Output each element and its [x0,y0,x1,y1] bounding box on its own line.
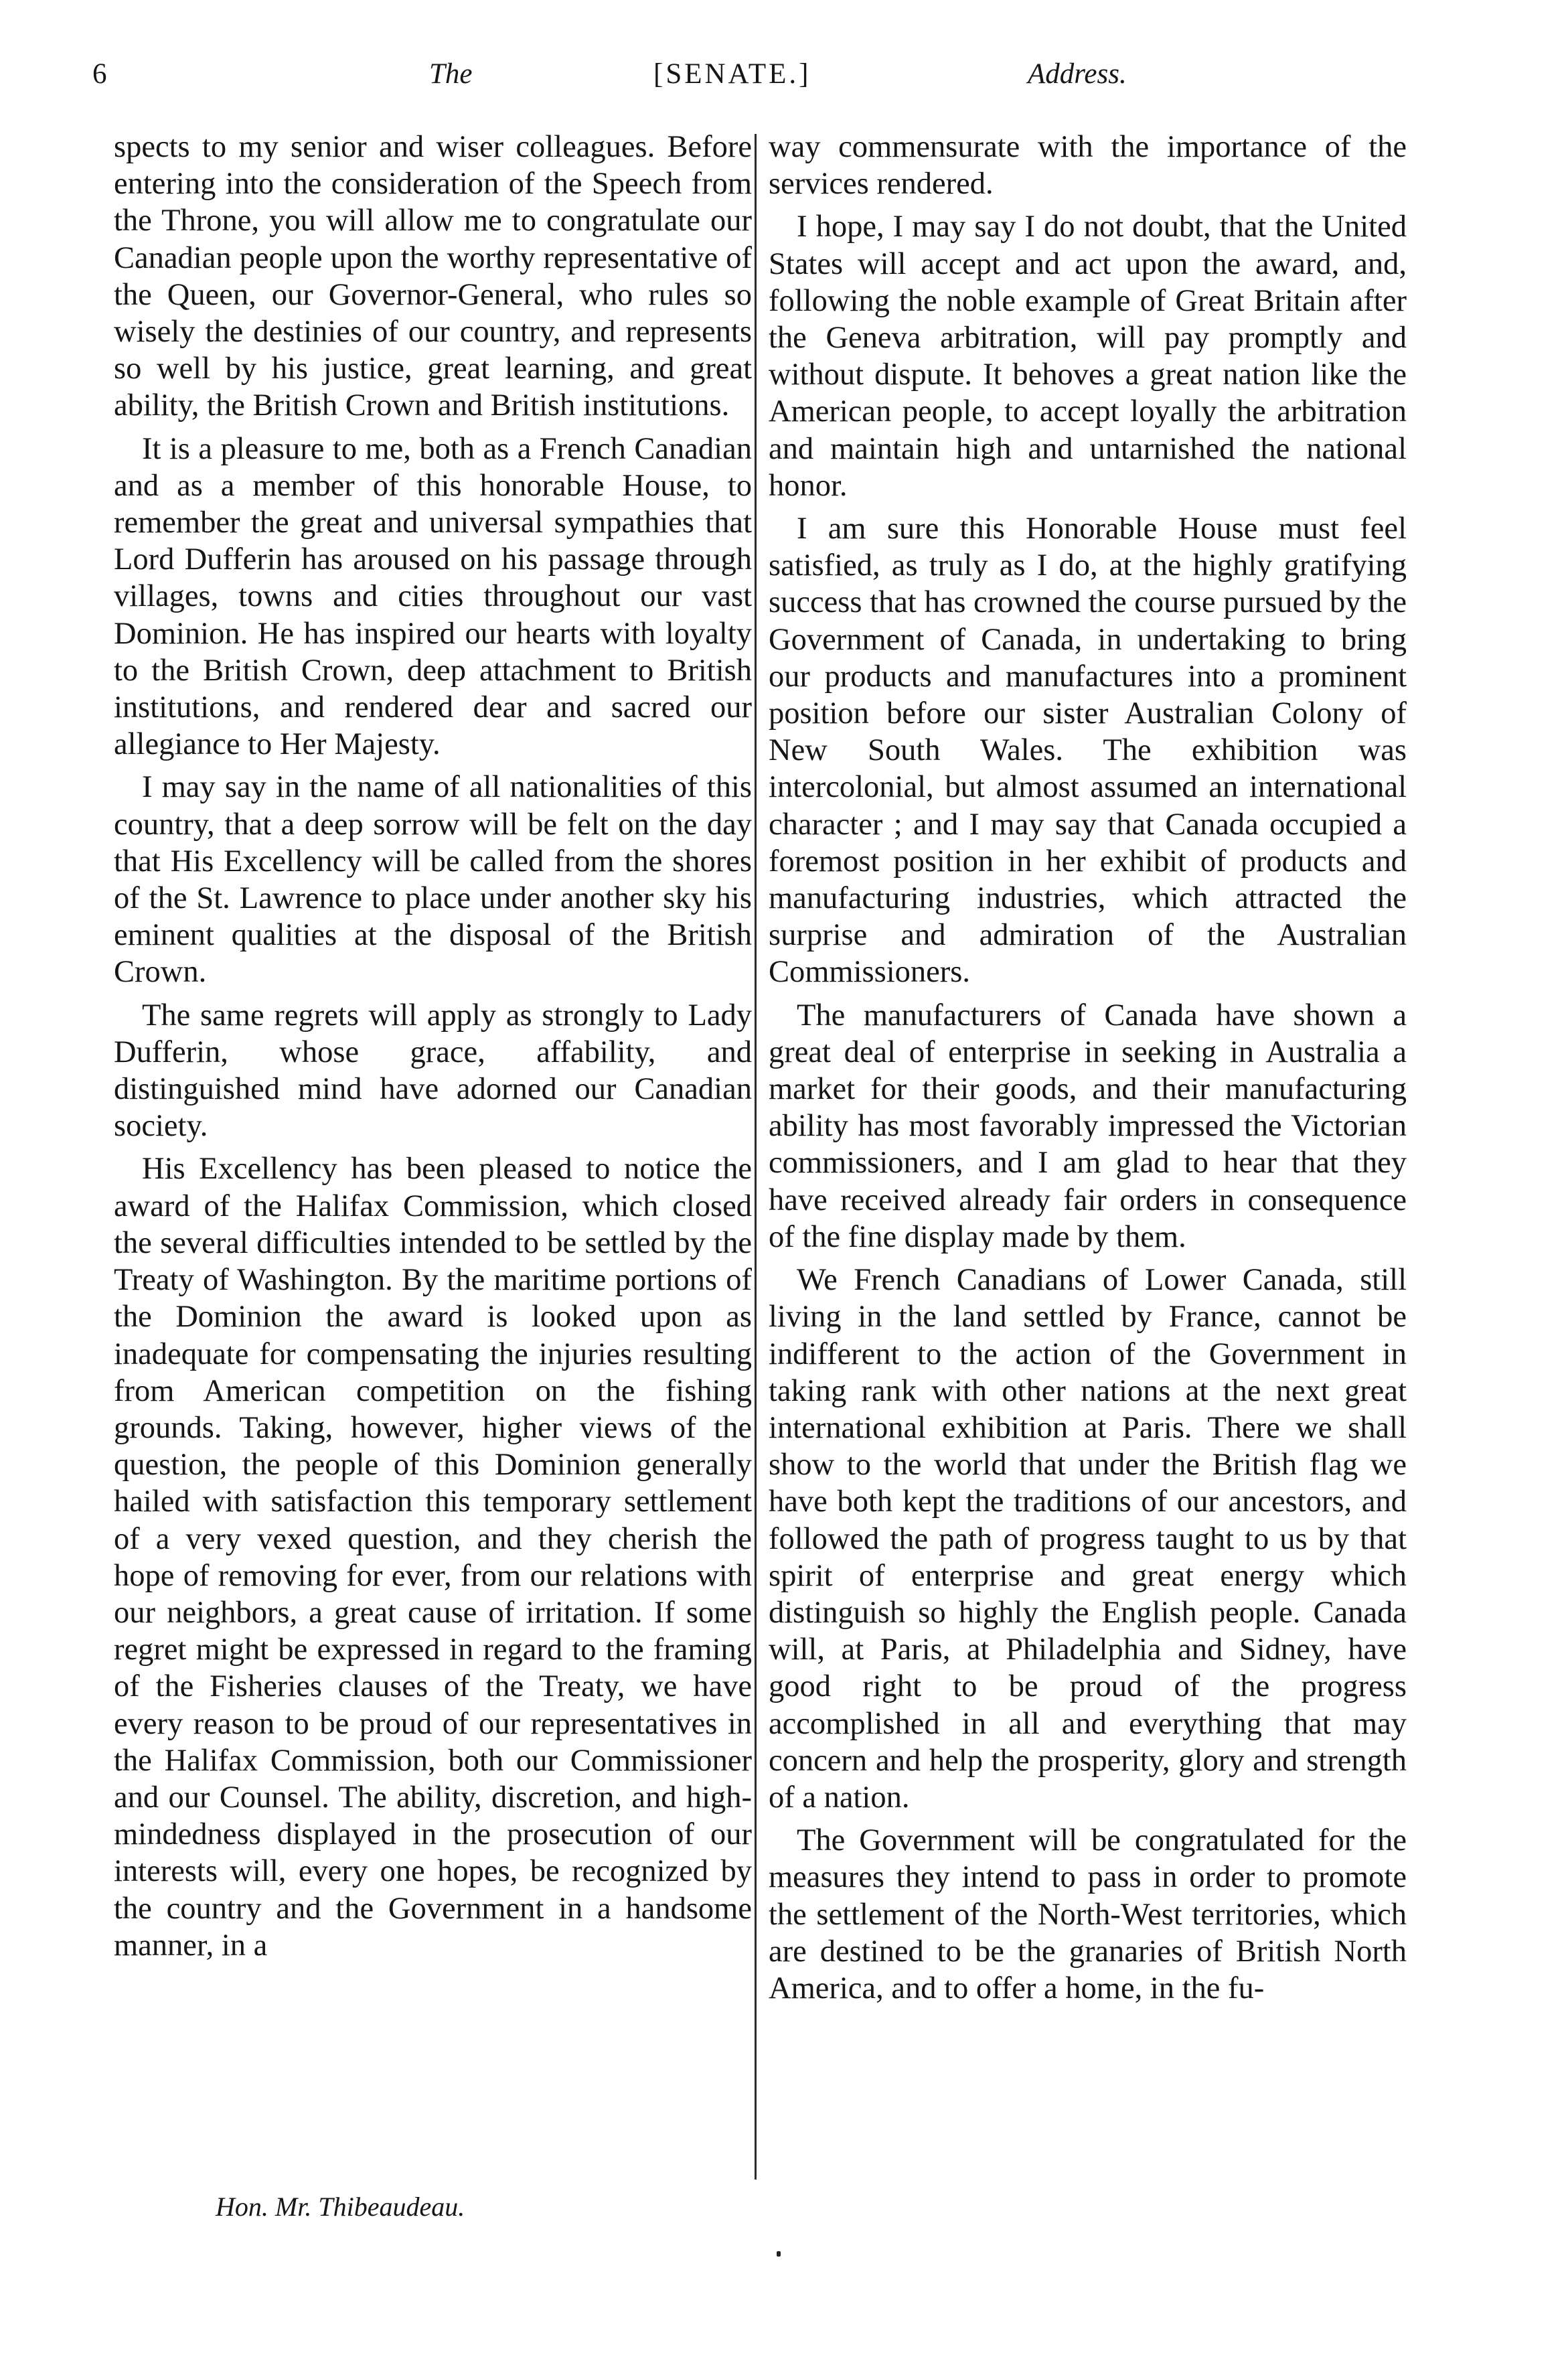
print-mark [777,2251,781,2257]
paragraph: The Government will be congratulated for the measures they intend to pass in order to promote the settlement of the North-West territories, which are destined to be the granaries of British North America, and to offer a home, in the fu- [769,1823,1407,2005]
paragraph: spects to my senior and wiser colleagues. Before entering into the consideration of the Speech from the Throne, you will allow me to congratulate our Canadian people upon the worthy representative of the Queen, our Governor-General, who rules so wisely the destinies of our country, and represents so well by his justice, great learning, and great ability, the British Crown and British institutions. [114,130,752,423]
paragraph: The manufacturers of Canada have shown a great deal of enterprise in seeking in Australia a market for their goods, and their manufacturing ability has most favorably impressed the Victorian commissioners, and I am glad to hear that they have received already fair orders in consequence of the fine display made by them. [769,998,1407,1254]
right-column [769,129,1407,2013]
paragraph: I may say in the name of all nationalities of this country, that a deep sorrow will be felt on the day that His Excellency will be called from the shores of the St. Lawrence to place under another sky his eminent qualities at the disposal of the British Crown. [114,770,752,990]
paragraph: The same regrets will apply as strongly to Lady Dufferin, whose grace, affability, and distinguished mind have adorned our Canadian society. [114,998,752,1144]
left-column [114,129,752,1970]
paragraph: We French Canadians of Lower Canada, still living in the land settled by France, cannot be indifferent to the action of the Government in taking rank with other nations at the next great international exhibition at Paris. There we shall show to the world that under the British flag we have both kept the traditions of our ancestors, and followed the path of progress taught to us by that spirit of enterprise and great energy which distinguish so highly the English people. Canada will, at Paris, at Philadelphia and Sidney, have good right to be proud of the progress accomplished in all and everything that may concern and help the prosperity, glory and strength of a nation. [769,1263,1407,1815]
speaker-attribution: Hon. Mr. Thibeaudeau. [216,2192,465,2222]
running-head [92,44,1431,104]
paragraph: It is a pleasure to me, both as a French Canadian and as a member of this honorable House, to remember the great and universal sympathies that Lord Dufferin has aroused on his passage through villages, towns and cities throughout our vast Dominion. He has inspired our hearts with loyalty to the British Crown, deep attachment to British institutions, and rendered dear and sacred our allegiance to Her Majesty. [114,431,752,762]
paragraph: I am sure this Honorable House must feel satisfied, as truly as I do, at the highly gratifying success that has crowned the course pursued by the Government of Canada, in undertaking to bring our products and manufactures into a prominent position before our sister Australian Colony of New South Wales. The exhibition was intercolonial, but almost assumed an international character ; and I may say that Canada occupied a foremost position in her exhibit of products and manufacturing industries, which attracted the surprise and admiration of the Australian Commissioners. [769,512,1407,990]
paragraph: I hope, I may say I do not doubt, that the United States will accept and act upon the award, and, following the noble example of Great Britain after the Geneva arbitration, will pay promptly and without dispute. It behoves a great nation like the American people, to accept loyally the arbitration and maintain high and untarnished the national honor. [769,210,1407,503]
running-head-right: Address. [1028,58,1127,90]
paragraph: His Excellency has been pleased to notice the award of the Halifax Commission, which closed the several difficulties intended to be settled by the Treaty of Washington. By the maritime portions of the Dominion the award is looked upon as inadequate for compensating the injuries resulting from American competition on the fishing grounds. Taking, however, higher views of the question, the people of this Dominion generally hailed with satisfaction this temporary settlement of a very vexed question, and they cherish the hope of removing for ever, from our relations with our neighbors, a great cause of irritation. If some regret might be expressed in regard to the framing of the Fisheries clauses of the Treaty, we have every reason to be proud of our representatives in the Halifax Commission, both our Commissioner and our Counsel. The ability, discretion, and high-mindedness displayed in the prosecution of our interests will, every one hopes, be recognized by the country and the Government in a handsome manner, in a [114,1152,752,1963]
paragraph: way commensurate with the importance of the services rendered. [769,130,1407,202]
running-head-left: The [429,58,473,90]
running-head-center: [SENATE.] [653,58,811,90]
column-divider [755,134,757,2180]
page-number: 6 [92,58,107,90]
